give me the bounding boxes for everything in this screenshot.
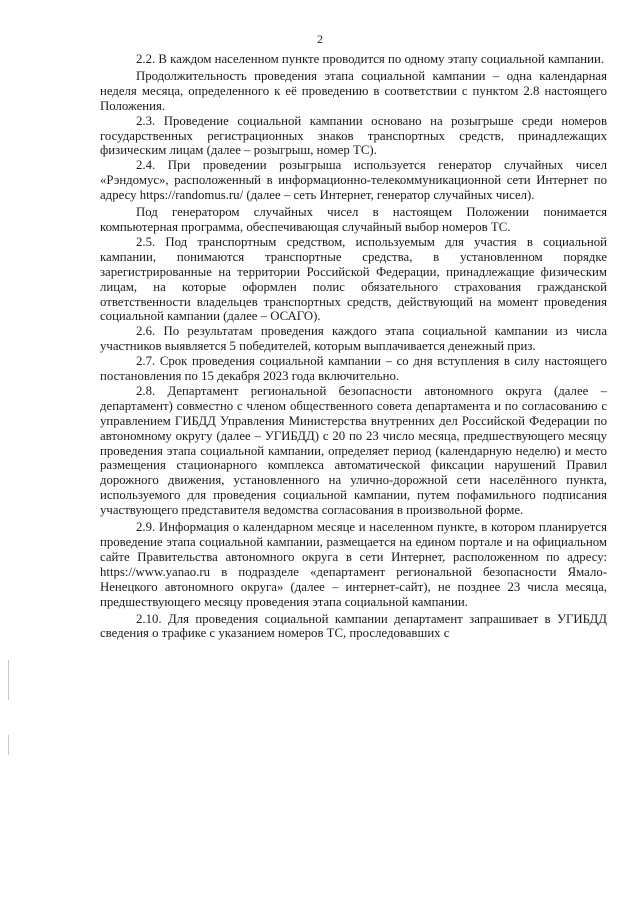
page-number: 2	[317, 32, 323, 46]
margin-mark	[8, 660, 9, 700]
paragraph-2-2: 2.2. В каждом населенном пункте проводится по одному этапу социальной кампании.	[136, 52, 605, 66]
paragraph-2-5: 2.5. Под транспортным средством, используемым для участия в социальной кампании, понимаются транспортные средства, в установленном порядке зарегистрированные на территории Российской Федерации, принадлежащие физическим лицам, на которые оформлен полис обязательного страхования гражданской ответственности владельцев транспортных средств, действующий на момент проведения социальной кампании (далее – ОСАГО).	[100, 234, 607, 324]
paragraph-2-7: 2.7. Срок проведения социальной кампании – со дня вступления в силу настоящего постановления по 15 декабря 2023 года включительно.	[100, 354, 607, 384]
paragraph-2-9: 2.9. Информация о календарном месяце и населенном пункте, в котором планируется проведение этапа социальной кампании, размещается на едином портале и на официальном сайте Правительства автономного округа в сети Интернет, расположенном по адресу: https://www.yanao.ru в подразделе «департамент региональной безопасности Ямало-Ненецкого автономного округа» (далее – интернет-сайт), не позднее 23 числа месяца, предшествующего месяцу проведения этапа социальной кампании.	[100, 520, 607, 609]
paragraph-2-6: 2.6. По результатам проведения каждого этапа социальной кампании из числа участников выявляется 5 победителей, которым выплачивается денежный приз.	[100, 324, 607, 354]
paragraph-2-8: 2.8. Департамент региональной безопасности автономного округа (далее – департамент) совместно с членом общественного совета департамента и по согласованию с управлением ГИБДД Управления Министерства внутренних дел Российской Федерации по автономному округу (далее – УГИБДД) с 20 по 23 число месяца, предшествующего месяцу проведения этапа социальной кампании, определяет период (календарную неделю) и место размещения стационарного комплекса автоматической фиксации нарушений Правил дорожного движения, установленного на улично-дорожной сети населённого пункта, используемого для проведения социальной кампании, путем пофамильного подписания участвующего представителя ведомства согласования в произвольной форме.	[100, 383, 607, 518]
paragraph-2-10: 2.10. Для проведения социальной кампании департамент запрашивает в УГИБДД сведения о трафике с указанием номеров ТС, проследовавших с	[100, 611, 607, 641]
margin-mark	[8, 735, 9, 755]
paragraph-rng-definition: Под генератором случайных чисел в настоящем Положении понимается компьютерная программа, обеспечивающая случайный выбор номеров ТС.	[100, 205, 607, 234]
paragraph-2-4: 2.4. При проведении розыгрыша используется генератор случайных чисел «Рэндомус», расположенный в информационно-телекоммуникационной сети Интернет по адресу https://randomus.ru/ (далее – сеть Интернет, генератор случайных чисел).	[100, 158, 607, 203]
paragraph-2-3: 2.3. Проведение социальной кампании основано на розыгрыше среди номеров государственных регистрационных знаков транспортных средств, принадлежащих физическим лицам (далее – розыгрыш, номер ТС).	[100, 113, 607, 158]
document-body	[100, 52, 607, 641]
paragraph-duration: Продолжительность проведения этапа социальной кампании – одна календарная неделя месяца, определенного к её проведению в соответствии с пунктом 2.8 настоящего Положения.	[100, 68, 607, 113]
